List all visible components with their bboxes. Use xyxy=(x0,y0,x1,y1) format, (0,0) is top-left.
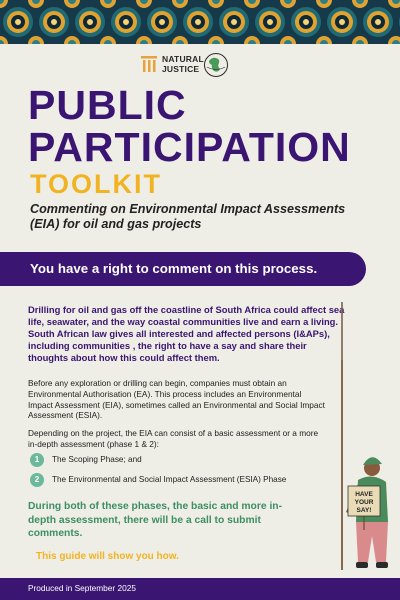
sign-text-line2: YOUR xyxy=(354,499,374,506)
person-illustration xyxy=(330,300,400,590)
depending-paragraph: Depending on the project, the EIA can consist of a basic assessment or a more in-depth assessment (phase 1 & 2): xyxy=(28,428,319,449)
phases-note: During both of these phases, the basic and more in-depth assessment, there will be a call to submit comments. xyxy=(28,501,283,539)
natural-justice-logo-icon xyxy=(140,54,158,74)
pattern-graphic xyxy=(0,0,400,44)
step-number-badge: 2 xyxy=(30,473,44,487)
natural-justice-line1: NATURAL xyxy=(162,54,204,64)
step-number-badge: 1 xyxy=(30,453,44,467)
rights-banner xyxy=(0,252,366,286)
sign-text-line1: HAVE xyxy=(355,491,373,498)
intro-paragraph: Drilling for oil and gas off the coastline of South Africa could affect sea life, seawater, and the way coastal communities live and earn a living. South African law gives all interested and affected persons (I&APs), including communities , the right to have a say and share their thoughts about how this could affect them. xyxy=(28,304,345,363)
title-line-participation: PARTICIPATION xyxy=(28,124,351,170)
globe-logo-icon xyxy=(202,52,230,78)
step-label: The Scoping Phase; and xyxy=(52,455,142,464)
authorisation-paragraph: Before any exploration or drilling can begin, companies must obtain an Environmental Authorisation (EA). This process includes an Environmental Impact Assessment (EIA), sometimes called an Environmental and Social Impact Assessment (ESIA). xyxy=(28,378,325,421)
title-line-toolkit: TOOLKIT xyxy=(30,169,162,199)
natural-justice-line2: JUSTICE xyxy=(162,64,200,74)
sign-text-line3: SAY! xyxy=(356,507,372,514)
decorative-pattern-band xyxy=(0,0,400,44)
footer-bar xyxy=(0,578,400,600)
natural-justice-wordmark xyxy=(162,54,204,74)
illustration-person-with-sign xyxy=(330,300,400,590)
rights-banner-text: You have a right to comment on this process. xyxy=(30,261,318,276)
step-label: The Environmental and Social Impact Assessment (ESIA) Phase xyxy=(52,475,287,484)
guide-note: This guide will show you how. xyxy=(36,551,179,562)
logo-group xyxy=(140,52,260,78)
title-line-public: PUBLIC xyxy=(28,82,187,128)
subtitle: Commenting on Environmental Impact Assessments (EIA) for oil and gas projects xyxy=(30,202,346,231)
footer-text: Produced in September 2025 xyxy=(28,583,136,593)
